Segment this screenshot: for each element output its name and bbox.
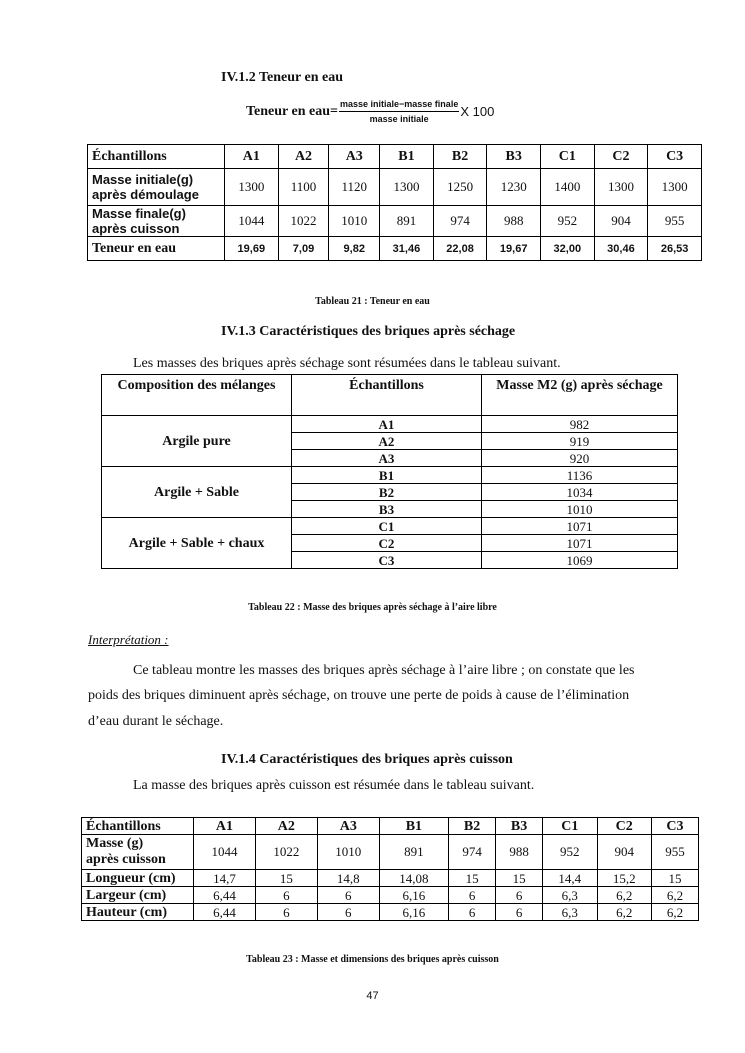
table-cell: 31,46 <box>380 237 434 261</box>
mass-cell: 982 <box>482 416 678 433</box>
table-cell: 952 <box>541 206 595 237</box>
table-cell: 22,08 <box>433 237 487 261</box>
table-row <box>82 904 699 921</box>
table-caption-21: Tableau 21 : Teneur en eau <box>315 296 430 307</box>
table-cell: 19,69 <box>225 237 279 261</box>
header-cell: Échantillons <box>82 818 194 835</box>
table-header-row <box>88 145 702 169</box>
table-cell: 1044 <box>194 835 256 870</box>
sample-cell: A3 <box>292 450 482 467</box>
table-caption-23: Tableau 23 : Masse et dimensions des briques après cuisson <box>246 954 499 965</box>
table-cell: 974 <box>449 835 496 870</box>
table-cell: 6,2 <box>597 887 651 904</box>
drying-mass-table <box>101 374 678 569</box>
row-label: Teneur en eau <box>88 237 225 261</box>
header-cell: A3 <box>317 818 379 835</box>
table-cell: 1010 <box>329 206 380 237</box>
table-cell: 1010 <box>317 835 379 870</box>
mass-cell: 1010 <box>482 501 678 518</box>
row-label-line: après cuisson <box>86 852 166 867</box>
table-cell: 6 <box>496 887 543 904</box>
table-cell: 14,4 <box>543 870 597 887</box>
table-cell: 6 <box>449 887 496 904</box>
row-label: Largeur (cm) <box>82 887 194 904</box>
table-cell: 904 <box>597 835 651 870</box>
row-label-line: après cuisson <box>92 221 180 236</box>
header-cell: A2 <box>278 145 329 169</box>
row-label <box>88 206 225 237</box>
formula-fraction <box>339 98 459 125</box>
table-cell: 891 <box>380 206 434 237</box>
table-row <box>88 206 702 237</box>
table-cell: 6,3 <box>543 887 597 904</box>
table-cell: 1230 <box>487 169 541 206</box>
table-header-row <box>82 818 699 835</box>
row-label <box>88 169 225 206</box>
header-cell: B2 <box>449 818 496 835</box>
mass-cell: 919 <box>482 433 678 450</box>
header-cell: A2 <box>255 818 317 835</box>
header-cell: B3 <box>487 145 541 169</box>
table-cell: 6,2 <box>651 887 698 904</box>
table-cell: 891 <box>379 835 448 870</box>
section-heading-cuisson: IV.1.4 Caractéristiques des briques après cuisson <box>221 752 513 767</box>
row-label: Longueur (cm) <box>82 870 194 887</box>
table-cell: 6 <box>449 904 496 921</box>
table-cell: 988 <box>496 835 543 870</box>
table-cell: 974 <box>433 206 487 237</box>
table-cell: 6 <box>496 904 543 921</box>
table-cell: 14,08 <box>379 870 448 887</box>
table-cell: 14,8 <box>317 870 379 887</box>
sample-cell: A2 <box>292 433 482 450</box>
table-cell: 7,09 <box>278 237 329 261</box>
sample-cell: B3 <box>292 501 482 518</box>
table-cell: 19,67 <box>487 237 541 261</box>
fired-brick-table <box>81 817 699 921</box>
sample-cell: C3 <box>292 552 482 569</box>
row-label-line: Masse finale(g) <box>92 206 186 221</box>
table-cell: 15 <box>255 870 317 887</box>
interpretation-line: Ce tableau montre les masses des briques après séchage à l’aire libre ; on constate que les <box>133 663 635 678</box>
table-cell: 6 <box>255 887 317 904</box>
table-cell: 1400 <box>541 169 595 206</box>
table-cell: 6,16 <box>379 887 448 904</box>
table-cell: 1022 <box>255 835 317 870</box>
table-cell: 1300 <box>648 169 702 206</box>
sample-cell: A1 <box>292 416 482 433</box>
mass-cell: 1071 <box>482 535 678 552</box>
header-cell: Échantillons <box>88 145 225 169</box>
row-label-line: après démoulage <box>92 187 199 202</box>
header-cell: A1 <box>194 818 256 835</box>
table-cell: 15,2 <box>597 870 651 887</box>
section-heading-teneur-en-eau: IV.1.2 Teneur en eau <box>221 70 344 85</box>
group-cell: Argile + Sable + chaux <box>102 518 292 569</box>
row-label: Hauteur (cm) <box>82 904 194 921</box>
table-cell: 6 <box>255 904 317 921</box>
table-cell: 14,7 <box>194 870 256 887</box>
sample-cell: B1 <box>292 467 482 484</box>
mass-cell: 1071 <box>482 518 678 535</box>
header-cell: B3 <box>496 818 543 835</box>
group-cell: Argile pure <box>102 416 292 467</box>
row-label <box>82 835 194 870</box>
interpretation-line: poids des briques diminuent après séchage, on trouve une perte de poids à cause de l’élimination <box>88 688 630 703</box>
row-label-line: Masse (g) <box>86 836 144 851</box>
formula-numerator: masse initiale−masse finale <box>339 98 459 112</box>
table-row <box>82 870 699 887</box>
table-cell: 15 <box>496 870 543 887</box>
table-cell: 6,16 <box>379 904 448 921</box>
mass-cell: 920 <box>482 450 678 467</box>
table-cell: 15 <box>651 870 698 887</box>
interpretation-label: Interprétation : <box>88 632 169 647</box>
formula-lhs: Teneur en eau= <box>246 103 338 119</box>
sample-cell: C2 <box>292 535 482 552</box>
mass-cell: 1069 <box>482 552 678 569</box>
table-cell: 32,00 <box>541 237 595 261</box>
header-cell: C3 <box>648 145 702 169</box>
header-cell: A3 <box>329 145 380 169</box>
table-row <box>88 237 702 261</box>
formula-multiplier: X 100 <box>460 104 495 119</box>
table-cell: 955 <box>651 835 698 870</box>
table-row <box>102 518 678 535</box>
interpretation-line: d’eau durant le séchage. <box>88 714 224 729</box>
header-cell: Échantillons <box>292 375 482 416</box>
table-cell: 6,3 <box>543 904 597 921</box>
table-header-row <box>102 375 678 416</box>
header-cell: B1 <box>380 145 434 169</box>
header-cell: B2 <box>433 145 487 169</box>
header-cell: Composition des mélanges <box>102 375 292 416</box>
water-content-formula <box>246 98 494 125</box>
table-cell: 1022 <box>278 206 329 237</box>
table-cell: 26,53 <box>648 237 702 261</box>
table-row <box>82 887 699 904</box>
table-cell: 15 <box>449 870 496 887</box>
table-cell: 6,44 <box>194 887 256 904</box>
table-cell: 952 <box>543 835 597 870</box>
header-cell: A1 <box>225 145 279 169</box>
header-cell: C1 <box>543 818 597 835</box>
table-cell: 6,2 <box>597 904 651 921</box>
table-cell: 1250 <box>433 169 487 206</box>
page-number: 47 <box>366 990 379 1002</box>
water-content-table <box>87 144 702 261</box>
sample-cell: B2 <box>292 484 482 501</box>
table-row <box>102 467 678 484</box>
table-cell: 1044 <box>225 206 279 237</box>
table-cell: 6,2 <box>651 904 698 921</box>
table-cell: 6 <box>317 904 379 921</box>
section-intro: La masse des briques après cuisson est résumée dans le tableau suivant. <box>133 778 535 793</box>
mass-cell: 1136 <box>482 467 678 484</box>
header-cell: C3 <box>651 818 698 835</box>
table-cell: 988 <box>487 206 541 237</box>
table-cell: 30,46 <box>594 237 648 261</box>
mass-cell: 1034 <box>482 484 678 501</box>
header-cell: C2 <box>597 818 651 835</box>
sample-cell: C1 <box>292 518 482 535</box>
table-cell: 904 <box>594 206 648 237</box>
header-cell: C2 <box>594 145 648 169</box>
group-cell: Argile + Sable <box>102 467 292 518</box>
table-cell: 9,82 <box>329 237 380 261</box>
table-cell: 6,44 <box>194 904 256 921</box>
table-caption-22: Tableau 22 : Masse des briques après séchage à l’aire libre <box>248 602 497 613</box>
formula-denominator: masse initiale <box>369 114 429 124</box>
table-row <box>82 835 699 870</box>
table-cell: 6 <box>317 887 379 904</box>
table-row <box>88 169 702 206</box>
table-cell: 955 <box>648 206 702 237</box>
table-cell: 1120 <box>329 169 380 206</box>
header-cell: C1 <box>541 145 595 169</box>
table-cell: 1300 <box>594 169 648 206</box>
row-label-line: Masse initiale(g) <box>92 172 194 187</box>
header-cell: Masse M2 (g) après séchage <box>482 375 678 416</box>
table-cell: 1300 <box>225 169 279 206</box>
table-cell: 1300 <box>380 169 434 206</box>
section-heading-sechage: IV.1.3 Caractéristiques des briques après séchage <box>221 324 516 339</box>
table-row <box>102 416 678 433</box>
section-intro: Les masses des briques après séchage sont résumées dans le tableau suivant. <box>133 356 561 371</box>
table-cell: 1100 <box>278 169 329 206</box>
header-cell: B1 <box>379 818 448 835</box>
